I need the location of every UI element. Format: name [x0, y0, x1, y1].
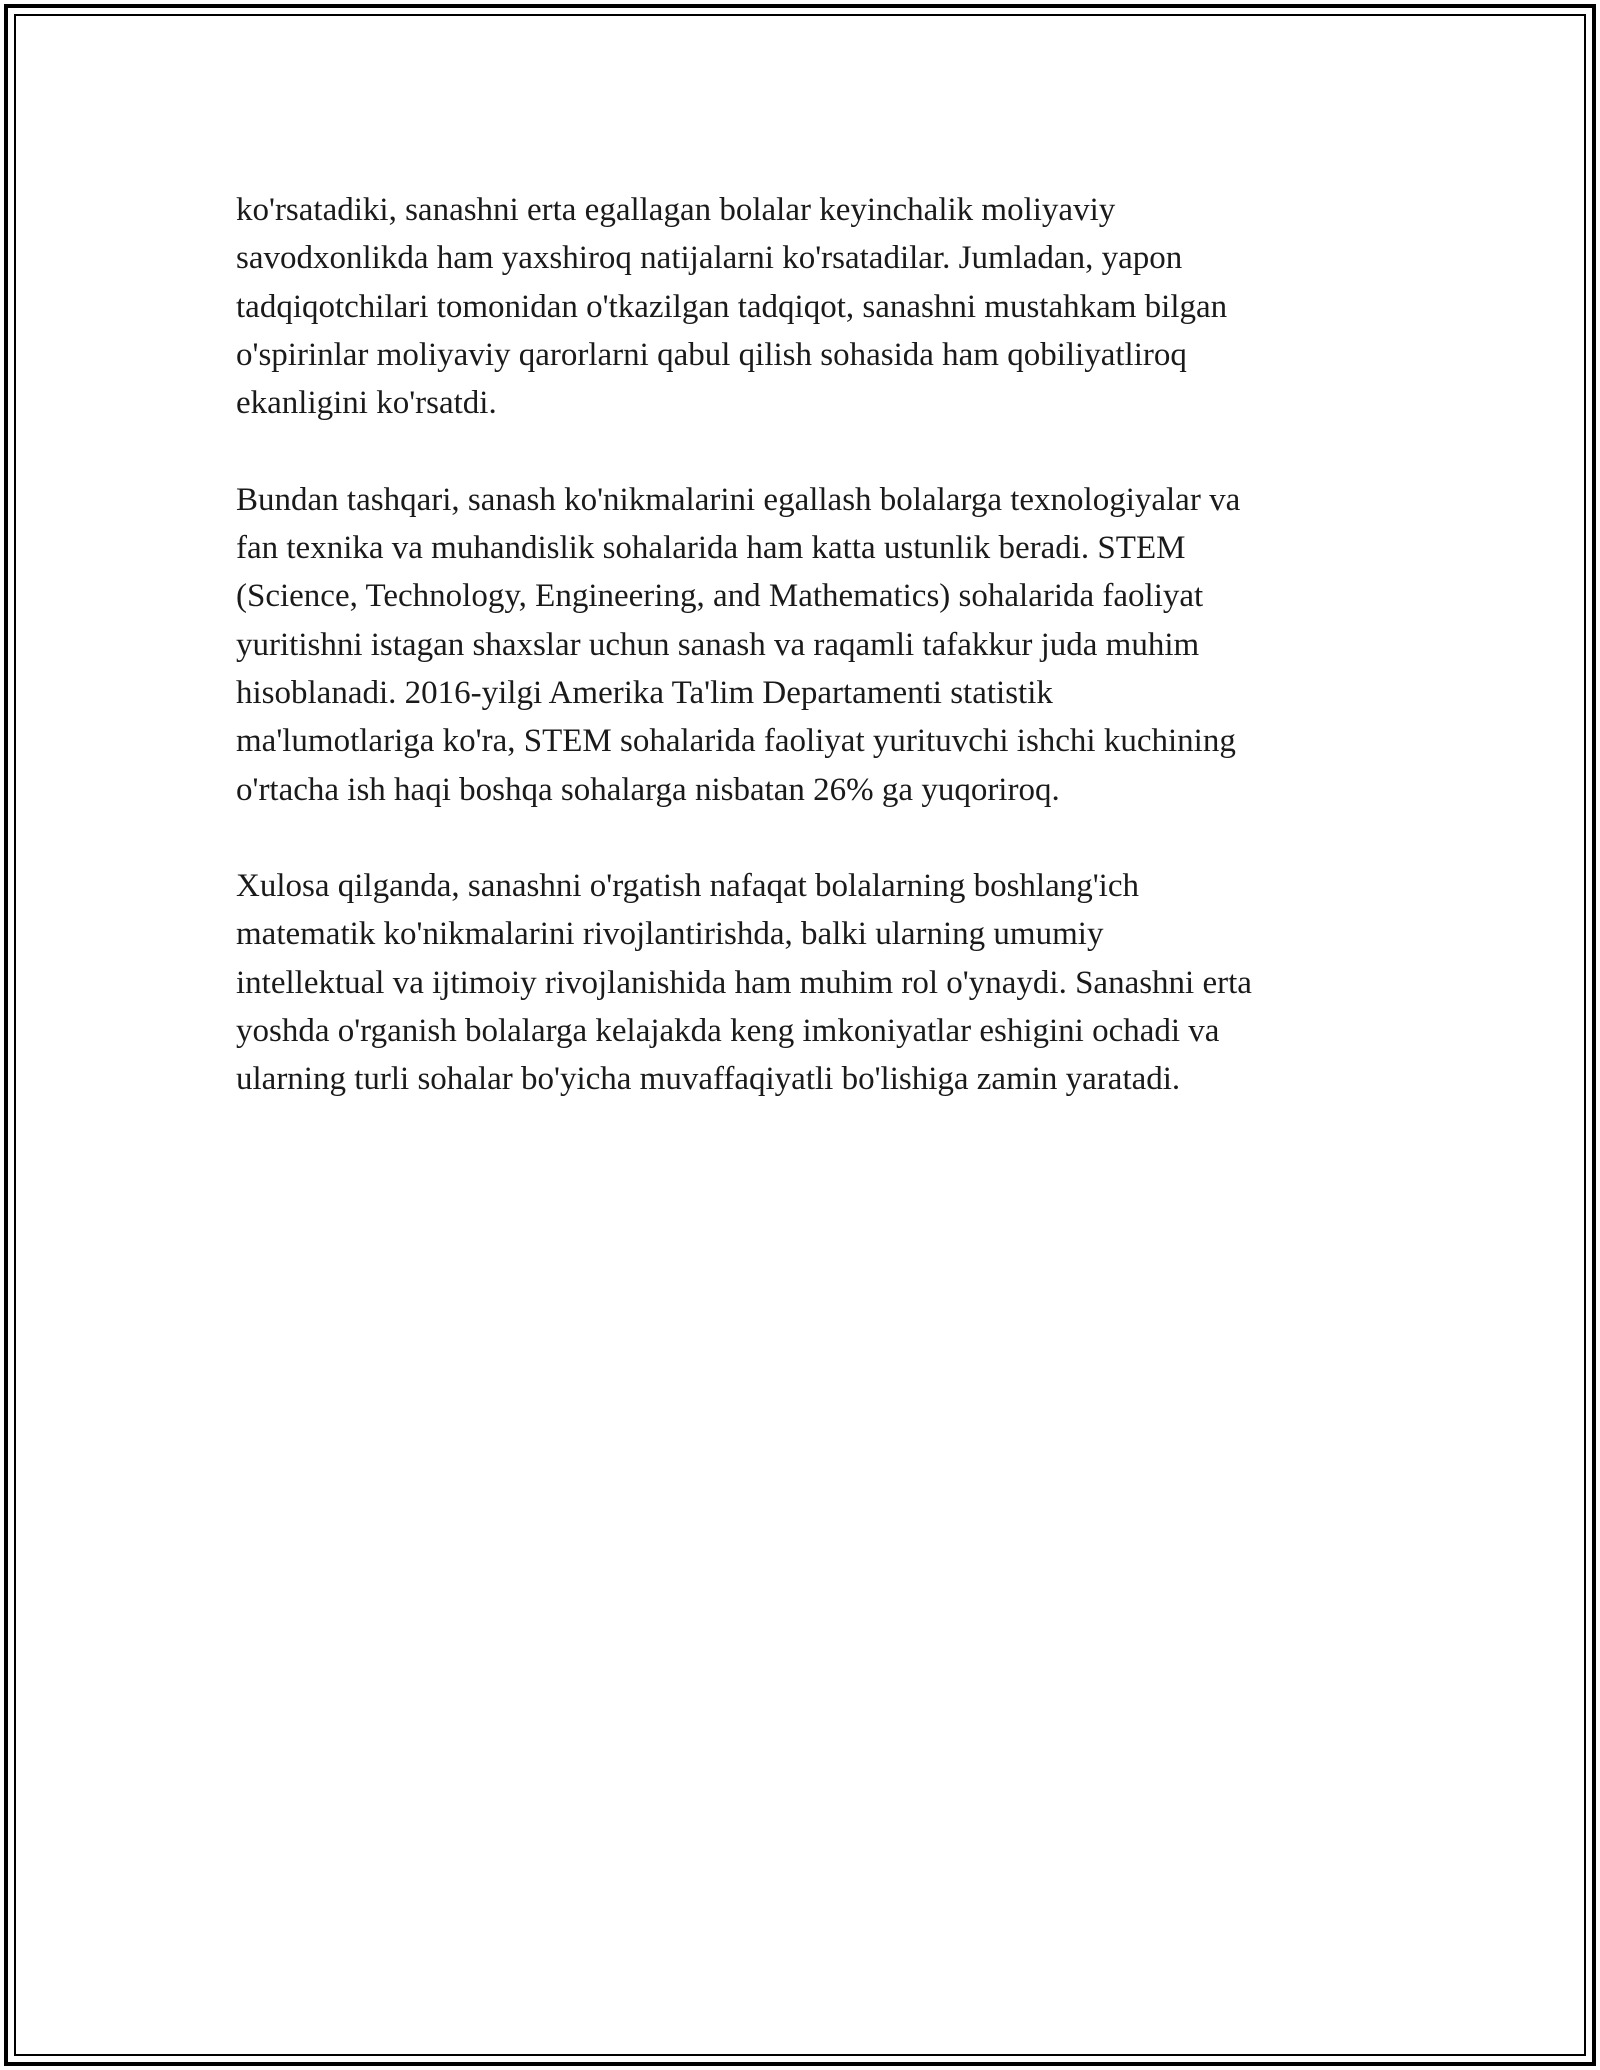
paragraph-conclusion: Xulosa qilganda, sanashni o'rgatish nafaqat bolalarning boshlang'ich matematik ko'nikmalarini rivojlantirishda, balki ularning umumiy intellektual va ijtimoiy rivojlanishida ham muhim rol o'ynaydi. Sanashni erta yoshda o'rganish bolalarga kelajakda keng imkoniyatlar eshigini ochadi va ularning turli sohalar bo'yicha muvaffaqiyatli bo'lishiga zamin yaratadi. — [236, 868, 1252, 1098]
paragraph-stem-advantage: Bundan tashqari, sanash ko'nikmalarini egallash bolalarga texnologiyalar va fan texnika va muhandislik sohalarida ham katta ustunlik beradi. STEM (Science, Technology, Engineering, and Mathematics) sohalarida faoliyat yuritishni istagan shaxslar uchun sanash va raqamli tafakkur juda muhim hisoblanadi. 2016-yilgi Amerika Ta'lim Departamenti statistik ma'lumotlariga ko'ra, STEM sohalarida faoliyat yurituvchi ishchi kuchining o'rtacha ish haqi boshqa sohalarga nisbatan 26% ga yuqoriroq. — [236, 481, 1241, 808]
paragraph-financial-literacy: ko'rsatadiki, sanashni erta egallagan bolalar keyinchalik moliyaviy savodxonlikda ham yaxshiroq natijalarni ko'rsatadilar. Jumladan, yapon tadqiqotchilari tomonidan o'tkazilgan tadqiqot, sanashni mustahkam bilgan o'spirinlar moliyaviy qarorlarni qabul qilish sohasida ham qobiliyatliroq ekanligini ko'rsatdi. — [236, 192, 1228, 422]
document-body — [236, 186, 1396, 1152]
